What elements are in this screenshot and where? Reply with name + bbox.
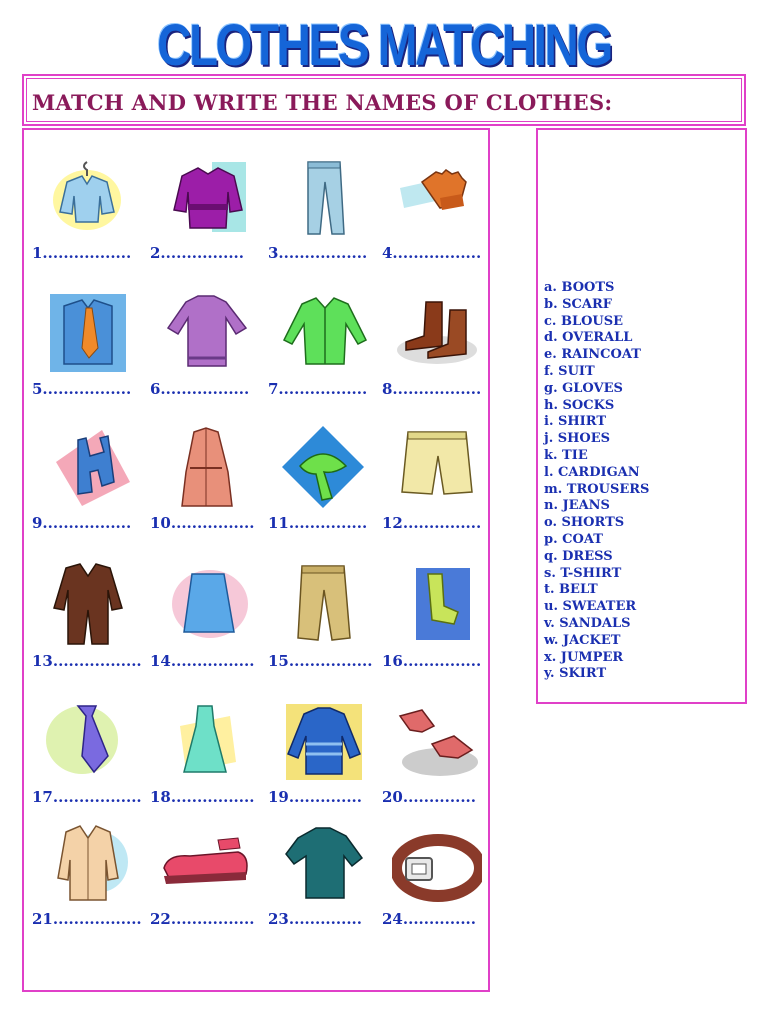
picture-item-9 [32,422,142,552]
picture-item-4 [382,152,492,282]
worksheet-title: CLOTHES MATCHING [157,13,611,78]
picture-item-11 [268,422,378,552]
jumper-icon [160,288,250,378]
picture-item-7 [268,288,378,418]
word-option: x. JUMPER [544,649,624,665]
blouse-icon [42,152,132,242]
picture-item-15 [268,560,378,690]
picture-item-5 [32,288,142,418]
word-option: f. SUIT [544,363,595,379]
word-option: p. COAT [544,531,603,547]
t-shirt-icon [278,818,368,908]
word-option: l. CARDIGAN [544,464,640,480]
picture-item-8 [382,288,492,418]
belt-icon [392,818,482,908]
raincoat-icon [160,422,250,512]
answer-blank-24[interactable]: 24.............. [382,910,476,928]
answer-blank-8[interactable]: 8................. [382,380,482,398]
answer-blank-4[interactable]: 4................. [382,244,482,262]
answer-blank-13[interactable]: 13................. [32,652,142,670]
picture-item-3 [268,152,378,282]
answer-blank-12[interactable]: 12............... [382,514,482,532]
overall-icon [42,422,132,512]
answer-blank-9[interactable]: 9................. [32,514,132,532]
word-option: i. SHIRT [544,414,606,430]
word-option: m. TROUSERS [544,481,650,497]
suit-icon [42,560,132,650]
dress-icon [160,696,250,786]
word-option: o. SHORTS [544,515,625,531]
answer-blank-22[interactable]: 22................ [150,910,255,928]
picture-item-18 [150,696,260,826]
word-option: u. SWEATER [544,599,637,615]
answer-blank-19[interactable]: 19.............. [268,788,362,806]
socks-icon [392,560,482,650]
jeans-icon [278,152,368,242]
answer-blank-20[interactable]: 20.............. [382,788,476,806]
word-option: n. JEANS [544,498,610,514]
word-option: g. GLOVES [544,380,623,396]
shorts-icon [392,422,482,512]
answer-blank-7[interactable]: 7................. [268,380,368,398]
picture-item-16 [382,560,492,690]
picture-item-19 [268,696,378,826]
word-option: j. SHOES [544,431,611,447]
answer-blank-3[interactable]: 3................. [268,244,368,262]
picture-item-14 [150,560,260,690]
picture-item-22 [150,818,260,948]
coat-icon [42,818,132,908]
jacket-icon [160,152,250,242]
word-option: t. BELT [544,582,598,598]
picture-item-24 [382,818,492,948]
word-option: v. SANDALS [544,615,631,631]
picture-item-2 [150,152,260,282]
picture-item-20 [382,696,492,826]
answer-blank-15[interactable]: 15................ [268,652,373,670]
tie-icon [42,696,132,786]
answer-blank-23[interactable]: 23.............. [268,910,362,928]
sweater-icon [278,696,368,786]
word-list-box [536,128,747,704]
picture-item-23 [268,818,378,948]
answer-blank-6[interactable]: 6................. [150,380,250,398]
pictures-box [22,128,490,992]
sandals-icon [160,818,250,908]
trousers-icon [278,560,368,650]
picture-item-21 [32,818,142,948]
word-option: a. BOOTS [544,280,615,295]
answer-blank-5[interactable]: 5................. [32,380,132,398]
word-option: d. OVERALL [544,330,633,346]
word-option: c. BLOUSE [544,313,624,329]
answer-blank-10[interactable]: 10................ [150,514,255,532]
answer-blank-11[interactable]: 11............... [268,514,368,532]
picture-item-10 [150,422,260,552]
picture-item-6 [150,288,260,418]
word-option: k. TIE [544,447,588,463]
answer-blank-2[interactable]: 2................ [150,244,244,262]
word-list [544,280,649,683]
word-option: q. DRESS [544,548,613,564]
gloves-icon [392,152,482,242]
picture-item-1 [32,152,142,282]
word-option: w. JACKET [544,632,621,648]
answer-blank-14[interactable]: 14................ [150,652,255,670]
cardigan-icon [278,288,368,378]
skirt-icon [160,560,250,650]
word-option: h. SOCKS [544,397,615,413]
word-option: s. T-SHIRT [544,565,622,581]
shoes-icon [392,696,482,786]
word-option: e. RAINCOAT [544,347,641,363]
answer-blank-18[interactable]: 18................ [150,788,255,806]
answer-blank-17[interactable]: 17................. [32,788,142,806]
word-option: y. SKIRT [544,666,607,682]
boots-icon [392,288,482,378]
picture-item-17 [32,696,142,826]
word-option: b. SCARF [544,296,612,312]
picture-item-12 [382,422,492,552]
answer-blank-21[interactable]: 21................. [32,910,142,928]
shirt-icon [42,288,132,378]
picture-item-13 [32,560,142,690]
scarf-icon [278,422,368,512]
answer-blank-1[interactable]: 1................. [32,244,132,262]
answer-blank-16[interactable]: 16............... [382,652,482,670]
instruction-box [22,74,746,126]
instruction-text: MATCH AND WRITE THE NAMES OF CLOTHES: [32,90,613,115]
